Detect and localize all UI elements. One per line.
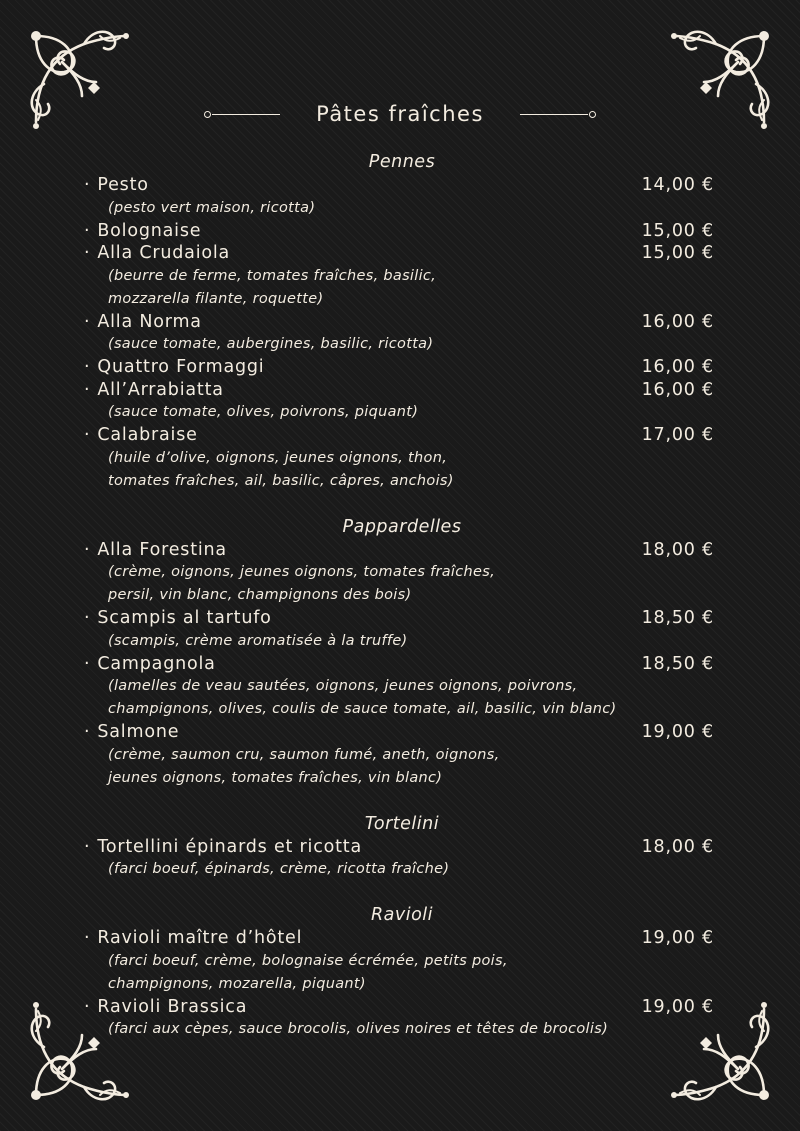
menu-item bbox=[84, 356, 720, 379]
menu-item-description: (pesto vert maison, ricotta) bbox=[108, 199, 316, 216]
menu-item bbox=[84, 836, 720, 882]
menu-item bbox=[84, 996, 720, 1042]
menu-section bbox=[84, 515, 720, 790]
menu-item-line bbox=[84, 996, 720, 1019]
menu-item-name: · Quattro Formaggi bbox=[84, 356, 264, 379]
menu-section bbox=[84, 812, 720, 882]
menu-item-price: 18,50 € bbox=[641, 653, 714, 674]
menu-item bbox=[84, 607, 720, 653]
menu-item-line bbox=[84, 721, 720, 744]
menu-item-description: (lamelles de veau sautées, oignons, jeunes oignons, poivrons, champignons, olives, coulis de sauce tomate, ail, basilic, vin blanc) bbox=[108, 678, 617, 717]
menu-item-price: 19,00 € bbox=[641, 722, 714, 742]
page-header bbox=[0, 96, 800, 132]
menu-item-line bbox=[84, 242, 720, 265]
menu-item bbox=[84, 220, 720, 243]
menu-item bbox=[84, 539, 720, 608]
menu-item-description: (beurre de ferme, tomates fraîches, basilic, mozzarella filante, roquette) bbox=[108, 267, 437, 307]
menu-item-name: · Campagnola bbox=[84, 653, 216, 676]
menu-item-line bbox=[84, 379, 720, 402]
section-title: Pennes bbox=[368, 152, 436, 172]
menu-item-price: 16,00 € bbox=[641, 311, 714, 332]
menu-item-price: 18,00 € bbox=[641, 836, 714, 857]
menu-list bbox=[84, 150, 720, 1063]
menu-item-name: · Calabraise bbox=[84, 424, 198, 447]
menu-item-description: (scampis, crème aromatisée à la truffe) bbox=[108, 632, 408, 649]
title-rule-right-icon bbox=[520, 114, 588, 115]
menu-item-price: 19,00 € bbox=[641, 996, 714, 1017]
menu-item-line bbox=[84, 356, 720, 379]
menu-item bbox=[84, 927, 720, 996]
menu-item-price: 19,00 € bbox=[641, 928, 714, 948]
menu-item-description: (crème, oignons, jeunes oignons, tomates fraîches, persil, vin blanc, champignons des bois) bbox=[108, 564, 496, 603]
menu-item-price: 16,00 € bbox=[641, 357, 714, 377]
menu-item-description: (sauce tomate, olives, poivrons, piquant) bbox=[108, 404, 419, 420]
menu-item-description: (farci boeuf, épinards, crème, ricotta fraîche) bbox=[108, 861, 450, 877]
menu-item bbox=[84, 379, 720, 425]
menu-item bbox=[84, 174, 720, 220]
menu-item-line bbox=[84, 653, 720, 676]
menu-item-price: 18,00 € bbox=[641, 539, 714, 560]
menu-item bbox=[84, 653, 720, 722]
menu-item-price: 15,00 € bbox=[641, 220, 714, 241]
menu-item-description: (sauce tomate, aubergines, basilic, ricotta) bbox=[108, 336, 434, 352]
menu-item-line bbox=[84, 311, 720, 334]
menu-item-name: · Ravioli Brassica bbox=[84, 996, 247, 1019]
menu-item bbox=[84, 242, 720, 311]
menu-item-description: (huile d’olive, oignons, jeunes oignons, thon, tomates fraîches, ail, basilic, câpres, anchois) bbox=[108, 449, 454, 489]
menu-item bbox=[84, 721, 720, 790]
menu-item-name: · Tortellini épinards et ricotta bbox=[84, 836, 362, 859]
menu-item-price: 14,00 € bbox=[641, 175, 714, 195]
menu-item-name: · All’Arrabiatta bbox=[84, 379, 224, 402]
menu-item bbox=[84, 311, 720, 357]
menu-item-name: · Alla Forestina bbox=[84, 539, 227, 562]
menu-item-line bbox=[84, 607, 720, 630]
menu-item-line bbox=[84, 927, 720, 950]
menu-section bbox=[84, 903, 720, 1041]
menu-item-line bbox=[84, 220, 720, 243]
section-title: Tortelini bbox=[364, 813, 440, 834]
menu-item-name: · Ravioli maître d’hôtel bbox=[84, 927, 302, 950]
menu-item-name: · Scampis al tartufo bbox=[84, 607, 272, 630]
menu-item-line bbox=[84, 174, 720, 197]
menu-item-price: 18,50 € bbox=[641, 608, 714, 628]
menu-item-line bbox=[84, 836, 720, 859]
menu-item-description: (farci aux cèpes, sauce brocolis, olives noires et têtes de brocolis) bbox=[108, 1021, 609, 1037]
menu-item-line bbox=[84, 424, 720, 447]
page-title: Pâtes fraîches bbox=[316, 102, 484, 126]
menu-item-name: · Alla Crudaiola bbox=[84, 242, 230, 265]
menu-item-description: (farci boeuf, crème, bolognaise écrémée, petits pois, champignons, mozarella, piquant) bbox=[108, 952, 508, 992]
section-title: Pappardelles bbox=[342, 516, 462, 537]
menu-item-name: · Pesto bbox=[84, 174, 149, 197]
menu-item-price: 16,00 € bbox=[641, 379, 714, 400]
menu-item-name: · Salmone bbox=[84, 721, 179, 744]
menu-section bbox=[84, 150, 720, 493]
section-title: Ravioli bbox=[370, 905, 434, 925]
menu-item-price: 15,00 € bbox=[641, 243, 714, 263]
title-rule-left-icon bbox=[212, 114, 280, 115]
menu-item-description: (crème, saumon cru, saumon fumé, aneth, oignons, jeunes oignons, tomates fraîches, vin blanc) bbox=[108, 746, 500, 786]
menu-item-name: · Bolognaise bbox=[84, 220, 201, 243]
menu-item-line bbox=[84, 539, 720, 562]
menu-item-name: · Alla Norma bbox=[84, 311, 202, 334]
menu-item-price: 17,00 € bbox=[641, 425, 714, 445]
menu-item bbox=[84, 424, 720, 493]
